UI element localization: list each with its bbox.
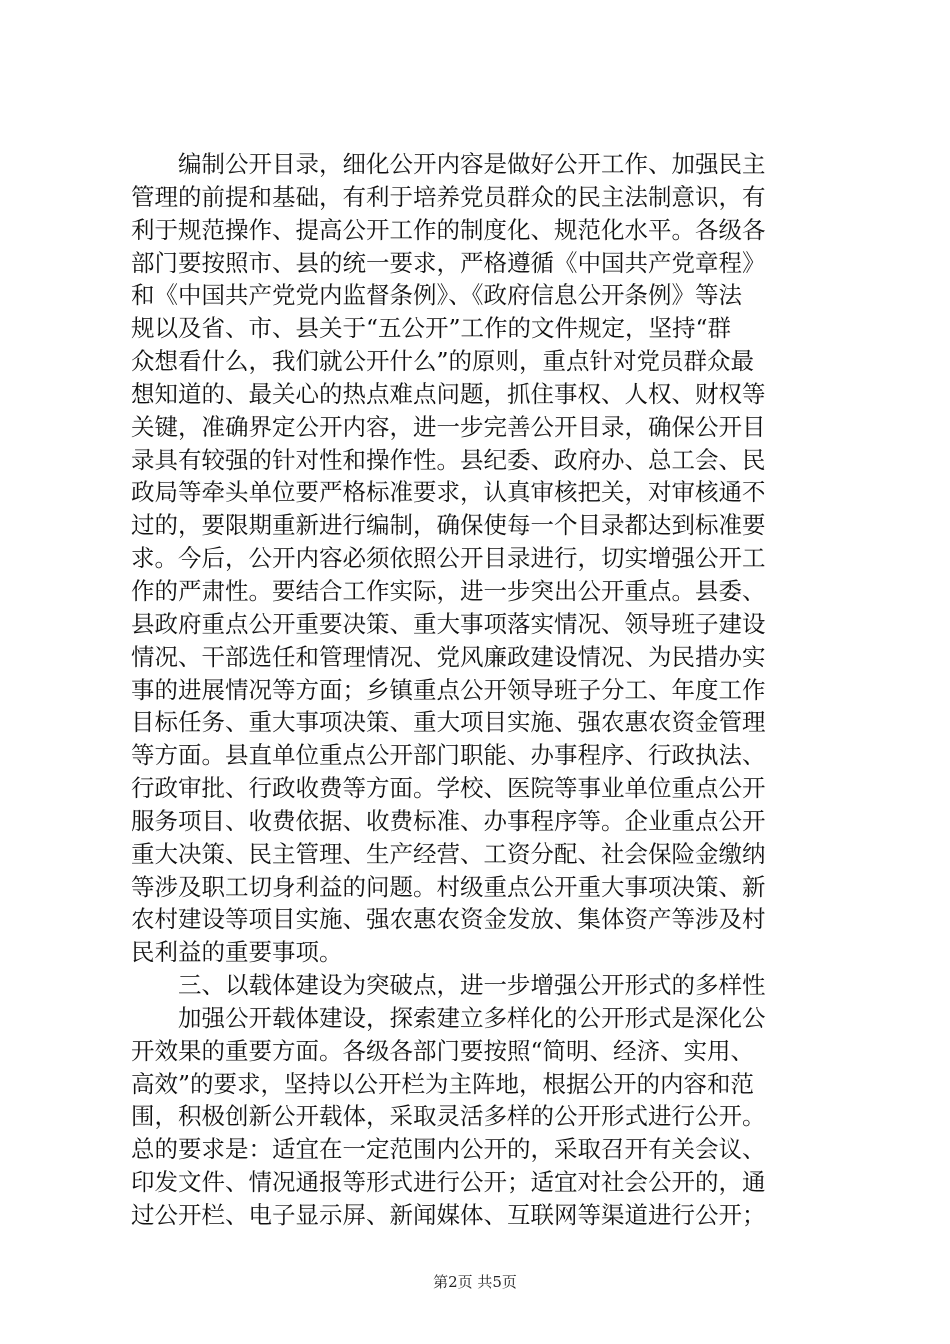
text-line: 部门要按照市、县的统一要求，严格遵循《中国共产党章程》 [131, 248, 766, 277]
paragraph-carriers [131, 1002, 831, 1232]
document-body [131, 148, 831, 1232]
text-line: 过的，要限期重新进行编制，确保使每一个目录都达到标准要 [131, 511, 766, 540]
text-line: 民利益的重要事项。 [131, 938, 343, 967]
text-line: 录具有较强的针对性和操作性。县纪委、政府办、总工会、民 [131, 445, 766, 474]
text-line: 等涉及职工切身利益的问题。村级重点公开重大事项决策、新 [131, 872, 766, 901]
text-line: 总的要求是：适宜在一定范围内公开的，采取召开有关会议、 [131, 1135, 766, 1164]
text-line: 高效”的要求，坚持以公开栏为主阵地，根据公开的内容和范 [131, 1069, 755, 1098]
text-line: 农村建设等项目实施、强农惠农资金发放、集体资产等涉及村 [131, 905, 766, 934]
text-line: 重大决策、民主管理、生产经营、工资分配、社会保险金缴纳 [131, 839, 766, 868]
text-line: 编制公开目录，细化公开内容是做好公开工作、加强民主 [178, 150, 766, 178]
text-line: 众想看什么，我们就公开什么”的原则，重点针对党员群众最 [131, 347, 755, 376]
text-line: 开效果的重要方面。各级各部门要按照“简明、经济、实用、 [131, 1036, 755, 1065]
text-line: 和《中国共产党党内监督条例》、《政府信息公开条例》等法 [131, 281, 742, 310]
text-line: 关键，准确界定公开内容，进一步完善公开目录，确保公开目 [131, 412, 766, 441]
paragraph-catalog [131, 148, 831, 969]
page-number-footer: 第2页 共5页 [433, 1273, 517, 1291]
text-line: 利于规范操作、提高公开工作的制度化、规范化水平。各级各 [131, 215, 766, 244]
text-line: 县政府重点公开重要决策、重大事项落实情况、领导班子建设 [131, 609, 766, 638]
text-line: 求。今后，公开内容必须依照公开目录进行，切实增强公开工 [131, 544, 766, 573]
text-line: 围，积极创新公开载体，采取灵活多样的公开形式进行公开。 [131, 1102, 766, 1131]
text-line: 过公开栏、电子显示屏、新闻媒体、互联网等渠道进行公开； [131, 1201, 766, 1229]
text-line: 加强公开载体建设，探索建立多样化的公开形式是深化公 [178, 1003, 766, 1032]
section-heading: 三、以载体建设为突破点，进一步增强公开形式的多样性 [178, 971, 766, 1000]
text-line: 规以及省、市、县关于“五公开”工作的文件规定，坚持“群 [131, 314, 732, 343]
text-line: 管理的前提和基础，有利于培养党员群众的民主法制意识，有 [131, 182, 766, 211]
text-line: 行政审批、行政收费等方面。学校、医院等事业单位重点公开 [131, 774, 766, 803]
text-line: 等方面。县直单位重点公开部门职能、办事程序、行政执法、 [131, 741, 766, 770]
text-line: 作的严肃性。要结合工作实际，进一步突出公开重点。县委、 [131, 576, 766, 605]
text-line: 政局等牵头单位要严格标准要求，认真审核把关，对审核通不 [131, 478, 766, 507]
text-line: 服务项目、收费依据、收费标准、办事程序等。企业重点公开 [131, 806, 766, 835]
text-line: 事的进展情况等方面；乡镇重点公开领导班子分工、年度工作 [131, 675, 766, 704]
text-line: 想知道的、最关心的热点难点问题，抓住事权、人权、财权等 [131, 379, 766, 408]
text-line: 情况、干部选任和管理情况、党风廉政建设情况、为民措办实 [131, 642, 766, 671]
text-line: 目标任务、重大事项决策、重大项目实施、强农惠农资金管理 [131, 708, 766, 737]
text-line: 印发文件、情况通报等形式进行公开；适宜对社会公开的，通 [131, 1168, 766, 1197]
